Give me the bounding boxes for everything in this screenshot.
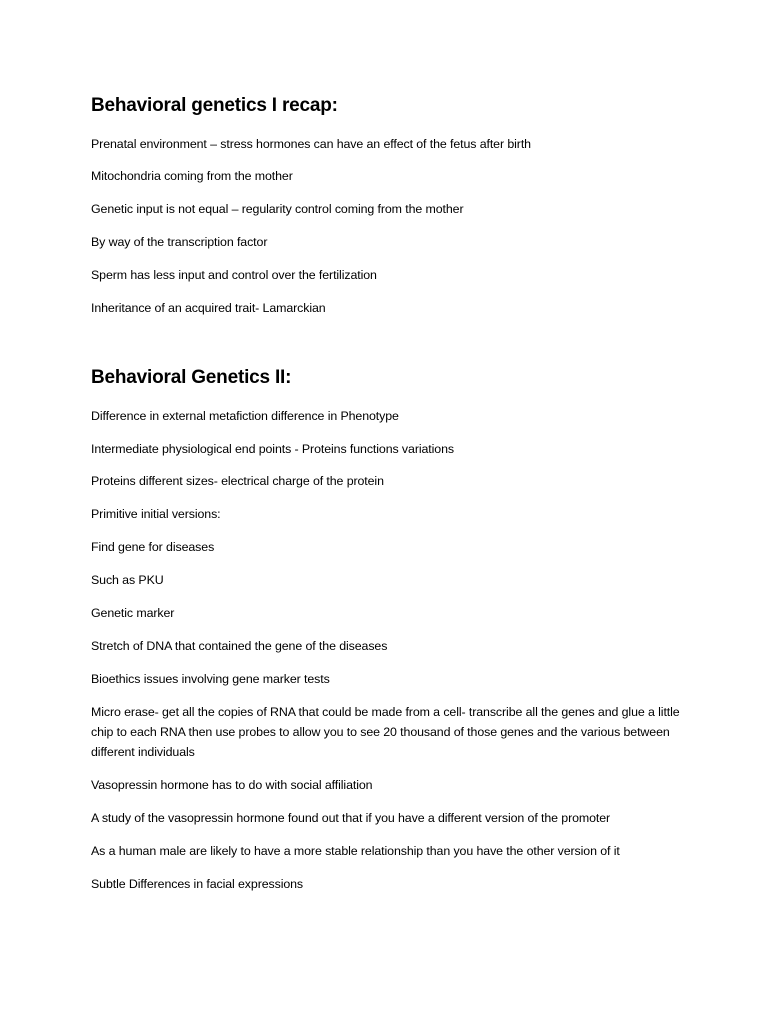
paragraph: Sperm has less input and control over the fertilization [91,268,377,282]
paragraph: As a human male are likely to have a more stable relationship than you have the other version of it [91,844,620,858]
paragraph: By way of the transcription factor [91,235,268,249]
paragraph: Micro erase- get all the copies of RNA that could be made from a cell- transcribe all the genes and glue a little chip to each RNA then use probes to allow you to see 20 thousand of those genes and the various between different individuals [91,705,680,759]
paragraph: Stretch of DNA that contained the gene of the diseases [91,639,388,653]
paragraph: Find gene for diseases [91,540,215,554]
paragraph: Intermediate physiological end points - Proteins functions variations [91,442,454,456]
section-heading-recap: Behavioral genetics I recap: [91,95,338,116]
paragraph: Subtle Differences in facial expressions [91,877,304,891]
section-heading-behavioral-genetics-ii: Behavioral Genetics II: [91,367,292,388]
paragraph: Such as PKU [91,573,164,587]
paragraph: Difference in external metafiction difference in Phenotype [91,409,399,423]
paragraph: A study of the vasopressin hormone found out that if you have a different version of the promoter [91,811,611,825]
paragraph: Genetic marker [91,606,175,620]
paragraph: Primitive initial versions: [91,507,221,521]
paragraph: Inheritance of an acquired trait- Lamarckian [91,301,326,315]
paragraph: Genetic input is not equal – regularity control coming from the mother [91,202,464,216]
paragraph: Proteins different sizes- electrical charge of the protein [91,474,384,488]
paragraph: Vasopressin hormone has to do with social affiliation [91,778,373,792]
paragraph: Bioethics issues involving gene marker tests [91,672,330,686]
paragraph: Mitochondria coming from the mother [91,169,293,183]
paragraph: Prenatal environment – stress hormones can have an effect of the fetus after birth [91,137,531,151]
